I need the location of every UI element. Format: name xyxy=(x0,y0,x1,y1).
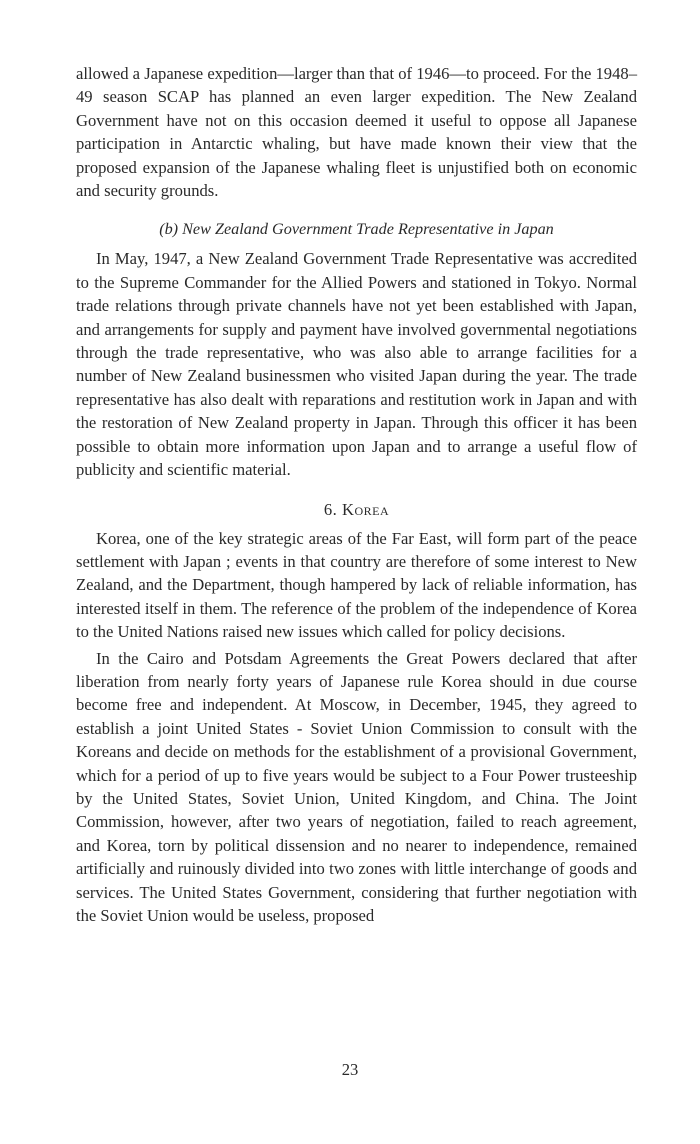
subheading-trade-representative: (b) New Zealand Government Trade Representative in Japan xyxy=(159,220,554,239)
paragraph-korea-intro: Korea, one of the key strategic areas of the Far East, will form part of the peace settlement with Japan ; events in that country are therefore of some interest to New Zealand, and the Department, though hampered by lack of reliable information, has interested itself in them. The reference of the problem of the independence of Korea to the United Nations raised new issues which called for policy decisions. xyxy=(76,528,637,642)
section-heading-korea xyxy=(76,498,637,521)
paragraph-korea-history: In the Cairo and Potsdam Agreements the Great Powers declared that after liberation from nearly forty years of Japanese rule Korea should in due course become free and independent. At Moscow, in December, 1945, they agreed to establish a joint United States - Soviet Union Commission to consult with the Koreans and decide on methods for the establishment of a provisional Government, which for a period of up to five years would be subject to a Four Power trusteeship by the United States, Soviet Union, United Kingdom, and China. The Joint Commission, however, after two years of negotiation, failed to reach agreement, and Korea, torn by political dissension and no nearer to independence, remained artificially and ruinously divided into two zones with little interchange of goods and services. The United States Government, considering that further negotiation with the Soviet Union would be useless, proposed xyxy=(76,648,637,925)
section-number: 6. xyxy=(323,499,338,519)
page-number: 23 xyxy=(341,1060,359,1079)
section-title: Korea xyxy=(341,499,390,519)
document-page xyxy=(76,62,637,927)
paragraph-whaling-continuation: allowed a Japanese expedition—larger than that of 1946—to proceed. For the 1948–49 season SCAP has planned an even larger expedition. The New Zealand Government have not on this occasion deemed it useful to oppose all Japanese participation in Antarctic whaling, but have made known their view that the proposed expansion of the Japanese whaling fleet is unjustified both on economic and security grounds. xyxy=(76,64,637,201)
paragraph-trade-representative: In May, 1947, a New Zealand Government Trade Representative was accredited to the Supreme Commander for the Allied Powers and stationed in Tokyo. Normal trade relations through private channels have not yet been established with Japan, and arrangements for supply and payment have involved governmental negotiations through the trade representative, who was also able to arrange facilities for a number of New Zealand businessmen who visited Japan during the year. The trade representative has also dealt with reparations and restitution work in Japan and with the restoration of New Zealand property in Japan. Through this officer it has been possible to obtain more information upon Japan and to arrange a useful flow of publicity and scientific material. xyxy=(76,249,637,480)
